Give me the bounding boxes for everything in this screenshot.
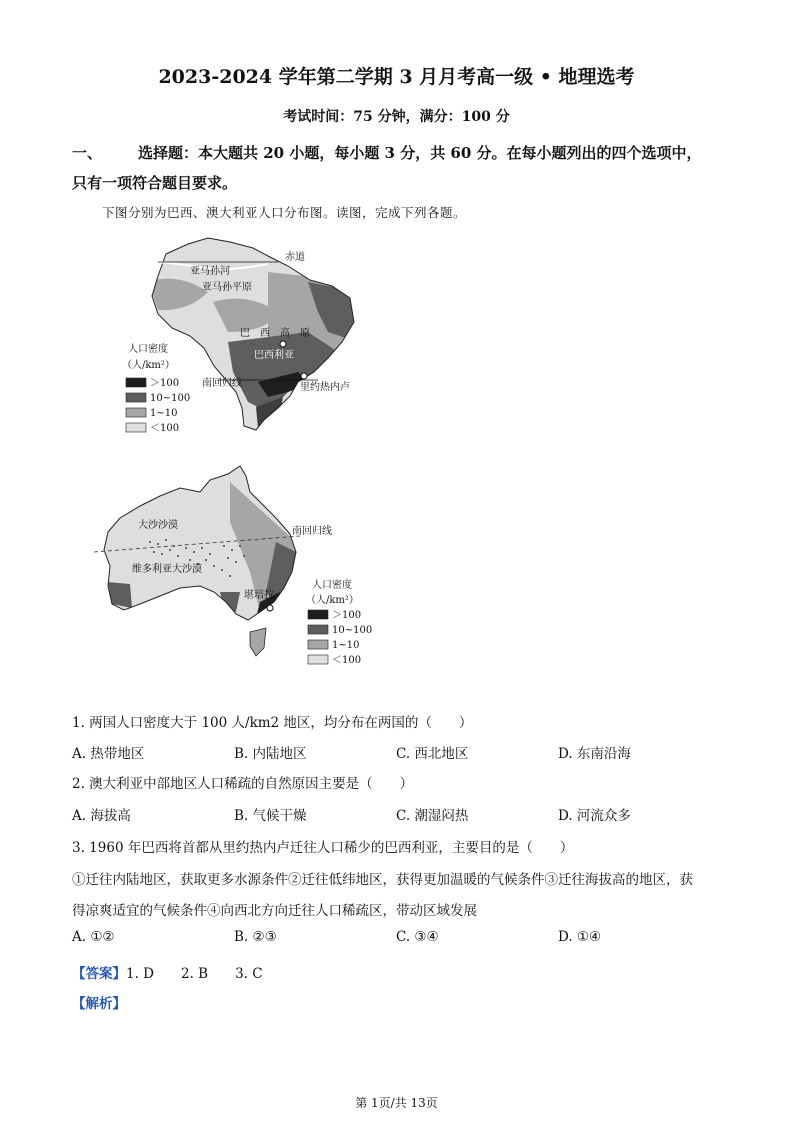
option-c[interactable]: C. 西北地区 [396,746,469,762]
answer-tag: 【答案】 [72,966,126,982]
legend-unit: （人/km²） [122,360,175,371]
question-1-options [72,742,722,762]
option-b[interactable]: B. ②③ [234,929,277,945]
legend-unit: （人/km²） [306,595,359,606]
legend-label: ＜100 [332,655,362,666]
legend-title: 人口密度 [128,344,168,355]
label-brasilia: 巴西利亚 [254,350,294,361]
question-3-stem: 3. 1960 年巴西将首都从里约热内卢迁往人口稀少的巴西利亚，主要目的是（ ） [72,840,574,856]
exam-info: 考试时间：75 分钟，满分：100 分 [283,109,510,125]
question-3-statements: ①迁往内陆地区，获取更多水源条件②迁往低纬地区，获得更加温暖的气候条件③迁往海拔高的地区，获 [72,872,693,888]
legend-label: 10~100 [332,625,373,636]
legend-label: 1~10 [332,640,360,651]
legend-swatch [126,378,146,387]
section-instruction-cont: 只有一项符合题目要求。 [72,174,238,192]
section-number: 一、 [72,144,103,162]
legend-swatch [126,408,146,417]
question-3-options [72,929,722,949]
option-d[interactable]: D. 河流众多 [558,808,631,824]
legend-swatch [308,610,328,619]
label-rio: 里约热内卢 [300,382,350,393]
question-2-stem: 2. 澳大利亚中部地区人口稀疏的自然原因主要是（ ） [72,776,414,792]
label-great-victoria-desert: 维多利亚大沙漠 [132,564,202,575]
option-c[interactable]: C. ③④ [396,929,439,945]
option-b[interactable]: B. 内陆地区 [234,746,307,762]
label-brazil-plateau: 巴 西 高 原 [240,328,310,339]
option-a[interactable]: A. 海拔高 [72,808,131,824]
legend-label: 10~100 [150,393,191,404]
label-tropic-brazil: 南回归线 [202,378,242,389]
analysis-tag: 【解析】 [72,996,126,1012]
legend-label: ＞100 [332,610,362,621]
label-amazon-plain: 亚马孙平原 [202,282,252,293]
legend-swatch [308,640,328,649]
section-heading [72,138,732,198]
question-intro: 下图分别为巴西、澳大利亚人口分布图。读图，完成下列各题。 [102,205,467,220]
question-2-options [72,804,722,824]
option-a[interactable]: A. ①② [72,929,115,945]
label-great-sandy-desert: 大沙沙漠 [138,520,178,531]
australia-population-map [80,462,380,667]
label-amazon-river: 亚马孙河 [190,266,230,277]
answer-line [72,962,263,982]
label-equator: 赤道 [285,252,305,263]
answer-text: 1. D 2. B 3. C [126,966,263,982]
legend-swatch [126,393,146,402]
legend-label: ＞100 [150,378,180,389]
option-c[interactable]: C. 潮湿闷热 [396,808,469,824]
option-d[interactable]: D. 东南沿海 [558,746,631,762]
option-a[interactable]: A. 热带地区 [72,746,145,762]
legend-swatch [308,655,328,664]
question-1-stem: 1. 两国人口密度大于 100 人/km2 地区，均分布在两国的（ ） [72,715,473,731]
legend-swatch [126,423,146,432]
legend-label: ＜100 [150,423,180,434]
brazil-population-map [118,232,368,437]
legend-title: 人口密度 [312,580,352,591]
option-d[interactable]: D. ①④ [558,929,602,945]
page-footer: 第 1页/共 13页 [355,1096,438,1110]
question-3-statements-cont: 得凉爽适宜的气候条件④向西北方向迁往人口稀疏区，带动区域发展 [72,903,477,919]
label-tropic-australia: 南回归线 [292,526,332,537]
label-canberra: 堪培拉 [244,590,274,601]
legend-swatch [308,625,328,634]
page-title: 2023-2024 学年第二学期 3 月月考高一级 • 地理选考 [158,66,635,88]
option-b[interactable]: B. 气候干燥 [234,808,307,824]
section-instruction: 选择题：本大题共 20 小题，每小题 3 分，共 60 分。在每小题列出的四个选项中， [138,144,702,162]
legend-label: 1~10 [150,408,178,419]
